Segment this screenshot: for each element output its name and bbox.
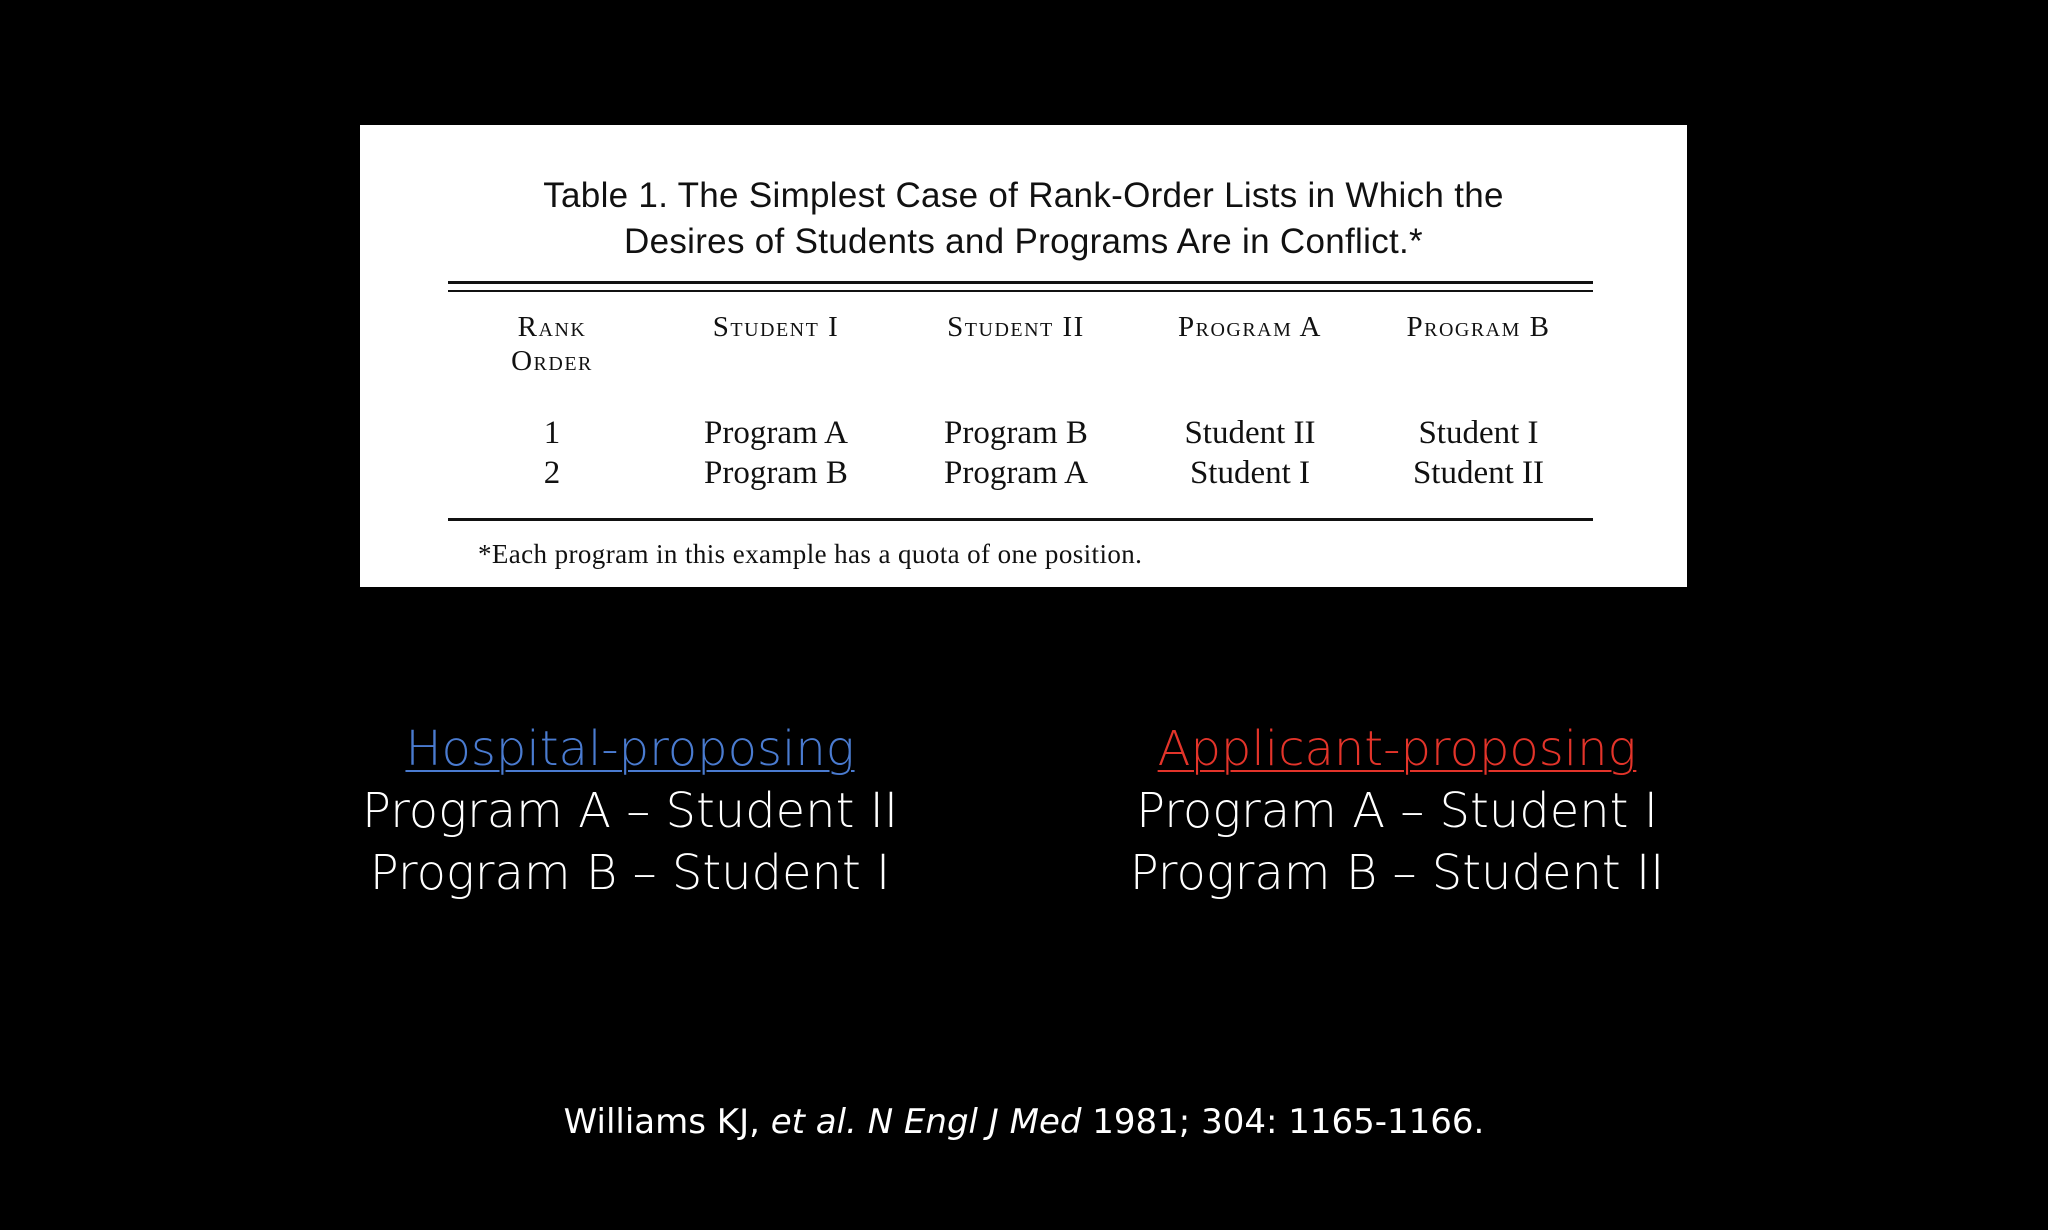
citation-authors: Williams KJ, xyxy=(563,1102,771,1142)
table-bottom-rule xyxy=(448,518,1593,521)
header-program-a: Program A xyxy=(1177,311,1322,343)
hospital-match-line-1: Program A – Student II xyxy=(362,783,898,839)
applicant-proposing-result xyxy=(1047,718,1747,904)
cell-rank: 2 xyxy=(543,455,561,491)
hospital-proposing-result xyxy=(280,718,980,904)
citation xyxy=(0,1100,2048,1144)
hospital-proposing-heading: Hospital-proposing xyxy=(405,721,855,777)
hospital-match-line-2: Program B – Student I xyxy=(369,845,891,901)
table-footnote: *Each program in this example has a quota of one position. xyxy=(478,539,1143,569)
header-rank-order xyxy=(448,310,656,413)
table-title-line-2: Desires of Students and Programs Are in Conflict.* xyxy=(624,222,1423,261)
citation-details: 1981; 304: 1165-1166. xyxy=(1081,1102,1485,1142)
header-student-2: Student II xyxy=(947,311,1085,343)
cell-student-2: Program A xyxy=(944,455,1088,491)
applicant-match-line-2: Program B – Student II xyxy=(1129,845,1665,901)
header-program-b: Program B xyxy=(1406,311,1551,343)
table-top-rule-second xyxy=(448,290,1593,292)
citation-et-al: et al. xyxy=(770,1102,857,1142)
table-header-row xyxy=(448,310,1593,413)
cell-program-a: Student II xyxy=(1184,415,1316,451)
cell-student-1: Program B xyxy=(704,455,848,491)
table-title-line-1: Table 1. The Simplest Case of Rank-Order Lists in Which the xyxy=(543,176,1504,215)
table-row xyxy=(448,413,1593,453)
header-rank-line-2: Order xyxy=(511,345,593,377)
cell-program-b: Student II xyxy=(1412,455,1545,491)
scanned-table-panel xyxy=(360,125,1687,587)
header-rank-line-1: Rank xyxy=(517,311,587,343)
table-top-rule xyxy=(448,281,1593,284)
applicant-proposing-heading: Applicant-proposing xyxy=(1157,721,1637,777)
rank-order-table xyxy=(448,310,1593,493)
applicant-match-line-1: Program A – Student I xyxy=(1136,783,1658,839)
citation-journal: N Engl J Med xyxy=(867,1102,1082,1142)
table-row xyxy=(448,453,1593,493)
header-student-1: Student I xyxy=(712,311,840,343)
table-title xyxy=(360,173,1687,265)
cell-program-b: Student I xyxy=(1418,415,1539,451)
cell-program-a: Student I xyxy=(1189,455,1311,491)
cell-student-1: Program A xyxy=(704,415,848,451)
cell-rank: 1 xyxy=(543,415,561,451)
cell-student-2: Program B xyxy=(944,415,1088,451)
